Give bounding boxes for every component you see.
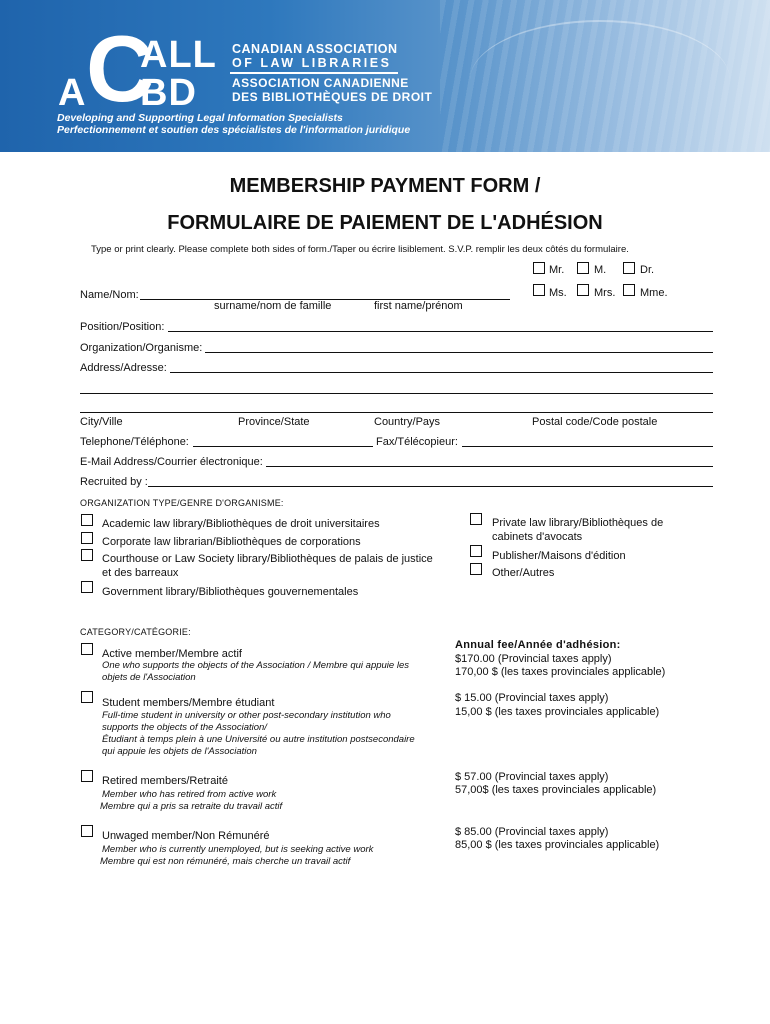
category-student-label: Student members/Membre étudiant [102,697,275,709]
form-title-en: MEMBERSHIP PAYMENT FORM / [229,175,541,197]
category-heading: CATEGORY/CATÉGORIE: [80,627,191,637]
org-type-heading: ORGANIZATION TYPE/GENRE D'ORGANISME: [80,498,284,508]
category-active-desc-2: objets de l'Association [102,672,196,683]
checkbox-courthouse[interactable] [81,549,93,561]
recruited-input-line[interactable] [148,486,713,487]
form-instructions: Type or print clearly. Please complete both sides of form./Taper ou écrire lisiblement. S.V.P. remplir les deux côtés du formulaire. [91,244,629,255]
fee-unwaged-en: $ 85.00 (Provincial taxes apply) [455,826,609,838]
category-active-desc-1: One who supports the objects of the Association / Membre qui appuie les [102,660,409,671]
position-input-line[interactable] [168,331,713,332]
fee-retired-en: $ 57.00 (Provincial taxes apply) [455,771,609,783]
checkbox-other[interactable] [470,563,482,575]
checkbox-retired[interactable] [81,770,93,782]
org-type-academic: Academic law library/Bibliothèques de droit universitaires [102,518,380,530]
organization-input-line[interactable] [205,352,713,353]
checkbox-student[interactable] [81,691,93,703]
fee-student-fr: 15,00 $ (les taxes provinciales applicable) [455,706,660,718]
checkbox-publisher[interactable] [470,545,482,557]
org-type-courthouse-cont: et des barreaux [102,567,179,579]
title-ms-label: Ms. [549,287,567,299]
checkbox-dr[interactable] [623,262,635,274]
org-type-other: Other/Autres [492,567,555,579]
address-input-line-1[interactable] [170,372,713,373]
telephone-label: Telephone/Téléphone: [80,436,189,448]
org-type-publisher: Publisher/Maisons d'édition [492,550,626,562]
org-type-private: Private law library/Bibliothèques de [492,517,664,529]
title-mrs-label: Mrs. [594,287,616,299]
fee-student-en: $ 15.00 (Provincial taxes apply) [455,692,609,704]
fee-active-fr: 170,00 $ (les taxes provinciales applicable) [455,666,666,678]
country-label: Country/Pays [374,416,441,428]
surname-hint: surname/nom de famille [214,300,332,312]
checkbox-private[interactable] [470,513,482,525]
form-title-fr: FORMULAIRE DE PAIEMENT DE L'ADHÉSION [167,212,603,234]
logo-letters-all: ALL [140,34,217,76]
org-type-courthouse: Courthouse or Law Society library/Bibliothèques de palais de justice [102,553,433,565]
telephone-input-line[interactable] [193,446,373,447]
checkbox-m[interactable] [577,262,589,274]
province-label: Province/State [238,416,310,428]
checkbox-mrs[interactable] [577,284,589,296]
position-label: Position/Position: [80,321,165,333]
checkbox-corporate[interactable] [81,532,93,544]
fax-input-line[interactable] [462,446,713,447]
category-retired-label: Retired members/Retraité [102,775,228,787]
org-name-fr-1: ASSOCIATION CANADIENNE [232,76,409,90]
name-label: Name/Nom: [80,289,139,301]
org-type-private-cont: cabinets d'avocats [492,531,583,543]
logo-divider [230,72,398,74]
checkbox-government[interactable] [81,581,93,593]
fee-unwaged-fr: 85,00 $ (les taxes provinciales applicable) [455,839,660,851]
category-unwaged-desc-2: Membre qui est non rémunéré, mais cherche un travail actif [100,856,351,867]
email-label: E-Mail Address/Courrier électronique: [80,456,263,468]
address-input-line-2[interactable] [80,393,713,394]
fee-retired-fr: 57,00$ (les taxes provinciales applicable) [455,784,657,796]
org-name-fr-2: DES BIBLIOTHÈQUES DE DROIT [232,90,433,104]
category-student-desc-2: supports the objects of the Association/ [102,722,267,733]
category-retired-desc-1: Member who has retired from active work [102,789,277,800]
category-student-desc-4: qui appuie les objets de l'Association [102,746,257,757]
tagline-en: Developing and Supporting Legal Information Specialists [57,112,343,124]
category-active-label: Active member/Membre actif [102,648,242,660]
recruited-label: Recruited by : [80,476,148,488]
tagline-fr: Perfectionnement et soutien des spécialistes de l'information juridique [57,124,411,136]
org-type-corporate: Corporate law librarian/Bibliothèques de corporations [102,536,361,548]
checkbox-ms[interactable] [533,284,545,296]
postal-label: Postal code/Code postale [532,416,658,428]
address-label: Address/Adresse: [80,362,167,374]
org-type-government: Government library/Bibliothèques gouvernementales [102,586,359,598]
title-dr-label: Dr. [640,264,655,276]
checkbox-unwaged[interactable] [81,825,93,837]
title-mme-label: Mme. [640,287,668,299]
address-input-line-3[interactable] [80,412,713,413]
logo-letter-c: C [86,16,154,121]
organization-label: Organization/Organisme: [80,342,203,354]
fee-heading: Annual fee/Année d'adhésion: [455,639,621,651]
category-unwaged-label: Unwaged member/Non Rémunéré [102,830,270,842]
firstname-hint: first name/prénom [374,300,463,312]
checkbox-active[interactable] [81,643,93,655]
checkbox-mme[interactable] [623,284,635,296]
category-student-desc-1: Full-time student in university or other post-secondary institution who [102,710,391,721]
category-student-desc-3: Étudiant à temps plein à une Université ou autre institution postsecondaire [102,734,415,745]
checkbox-academic[interactable] [81,514,93,526]
email-input-line[interactable] [266,466,713,467]
checkbox-mr[interactable] [533,262,545,274]
title-mr-label: Mr. [549,264,565,276]
org-name-en-1: CANADIAN ASSOCIATION [232,42,398,56]
category-unwaged-desc-1: Member who is currently unemployed, but is seeking active work [102,844,374,855]
header-banner [0,0,770,152]
logo-letter-a: A [58,72,86,114]
banner-book-curve [470,20,730,140]
city-label: City/Ville [80,416,123,428]
fax-label: Fax/Télécopieur: [376,436,458,448]
fee-active-en: $170.00 (Provincial taxes apply) [455,653,612,665]
title-m-label: M. [594,264,607,276]
category-retired-desc-2: Membre qui a pris sa retraite du travail actif [100,801,283,812]
logo-letters-bd: BD [140,72,197,114]
org-name-en-2: OF LAW LIBRARIES [232,56,392,70]
